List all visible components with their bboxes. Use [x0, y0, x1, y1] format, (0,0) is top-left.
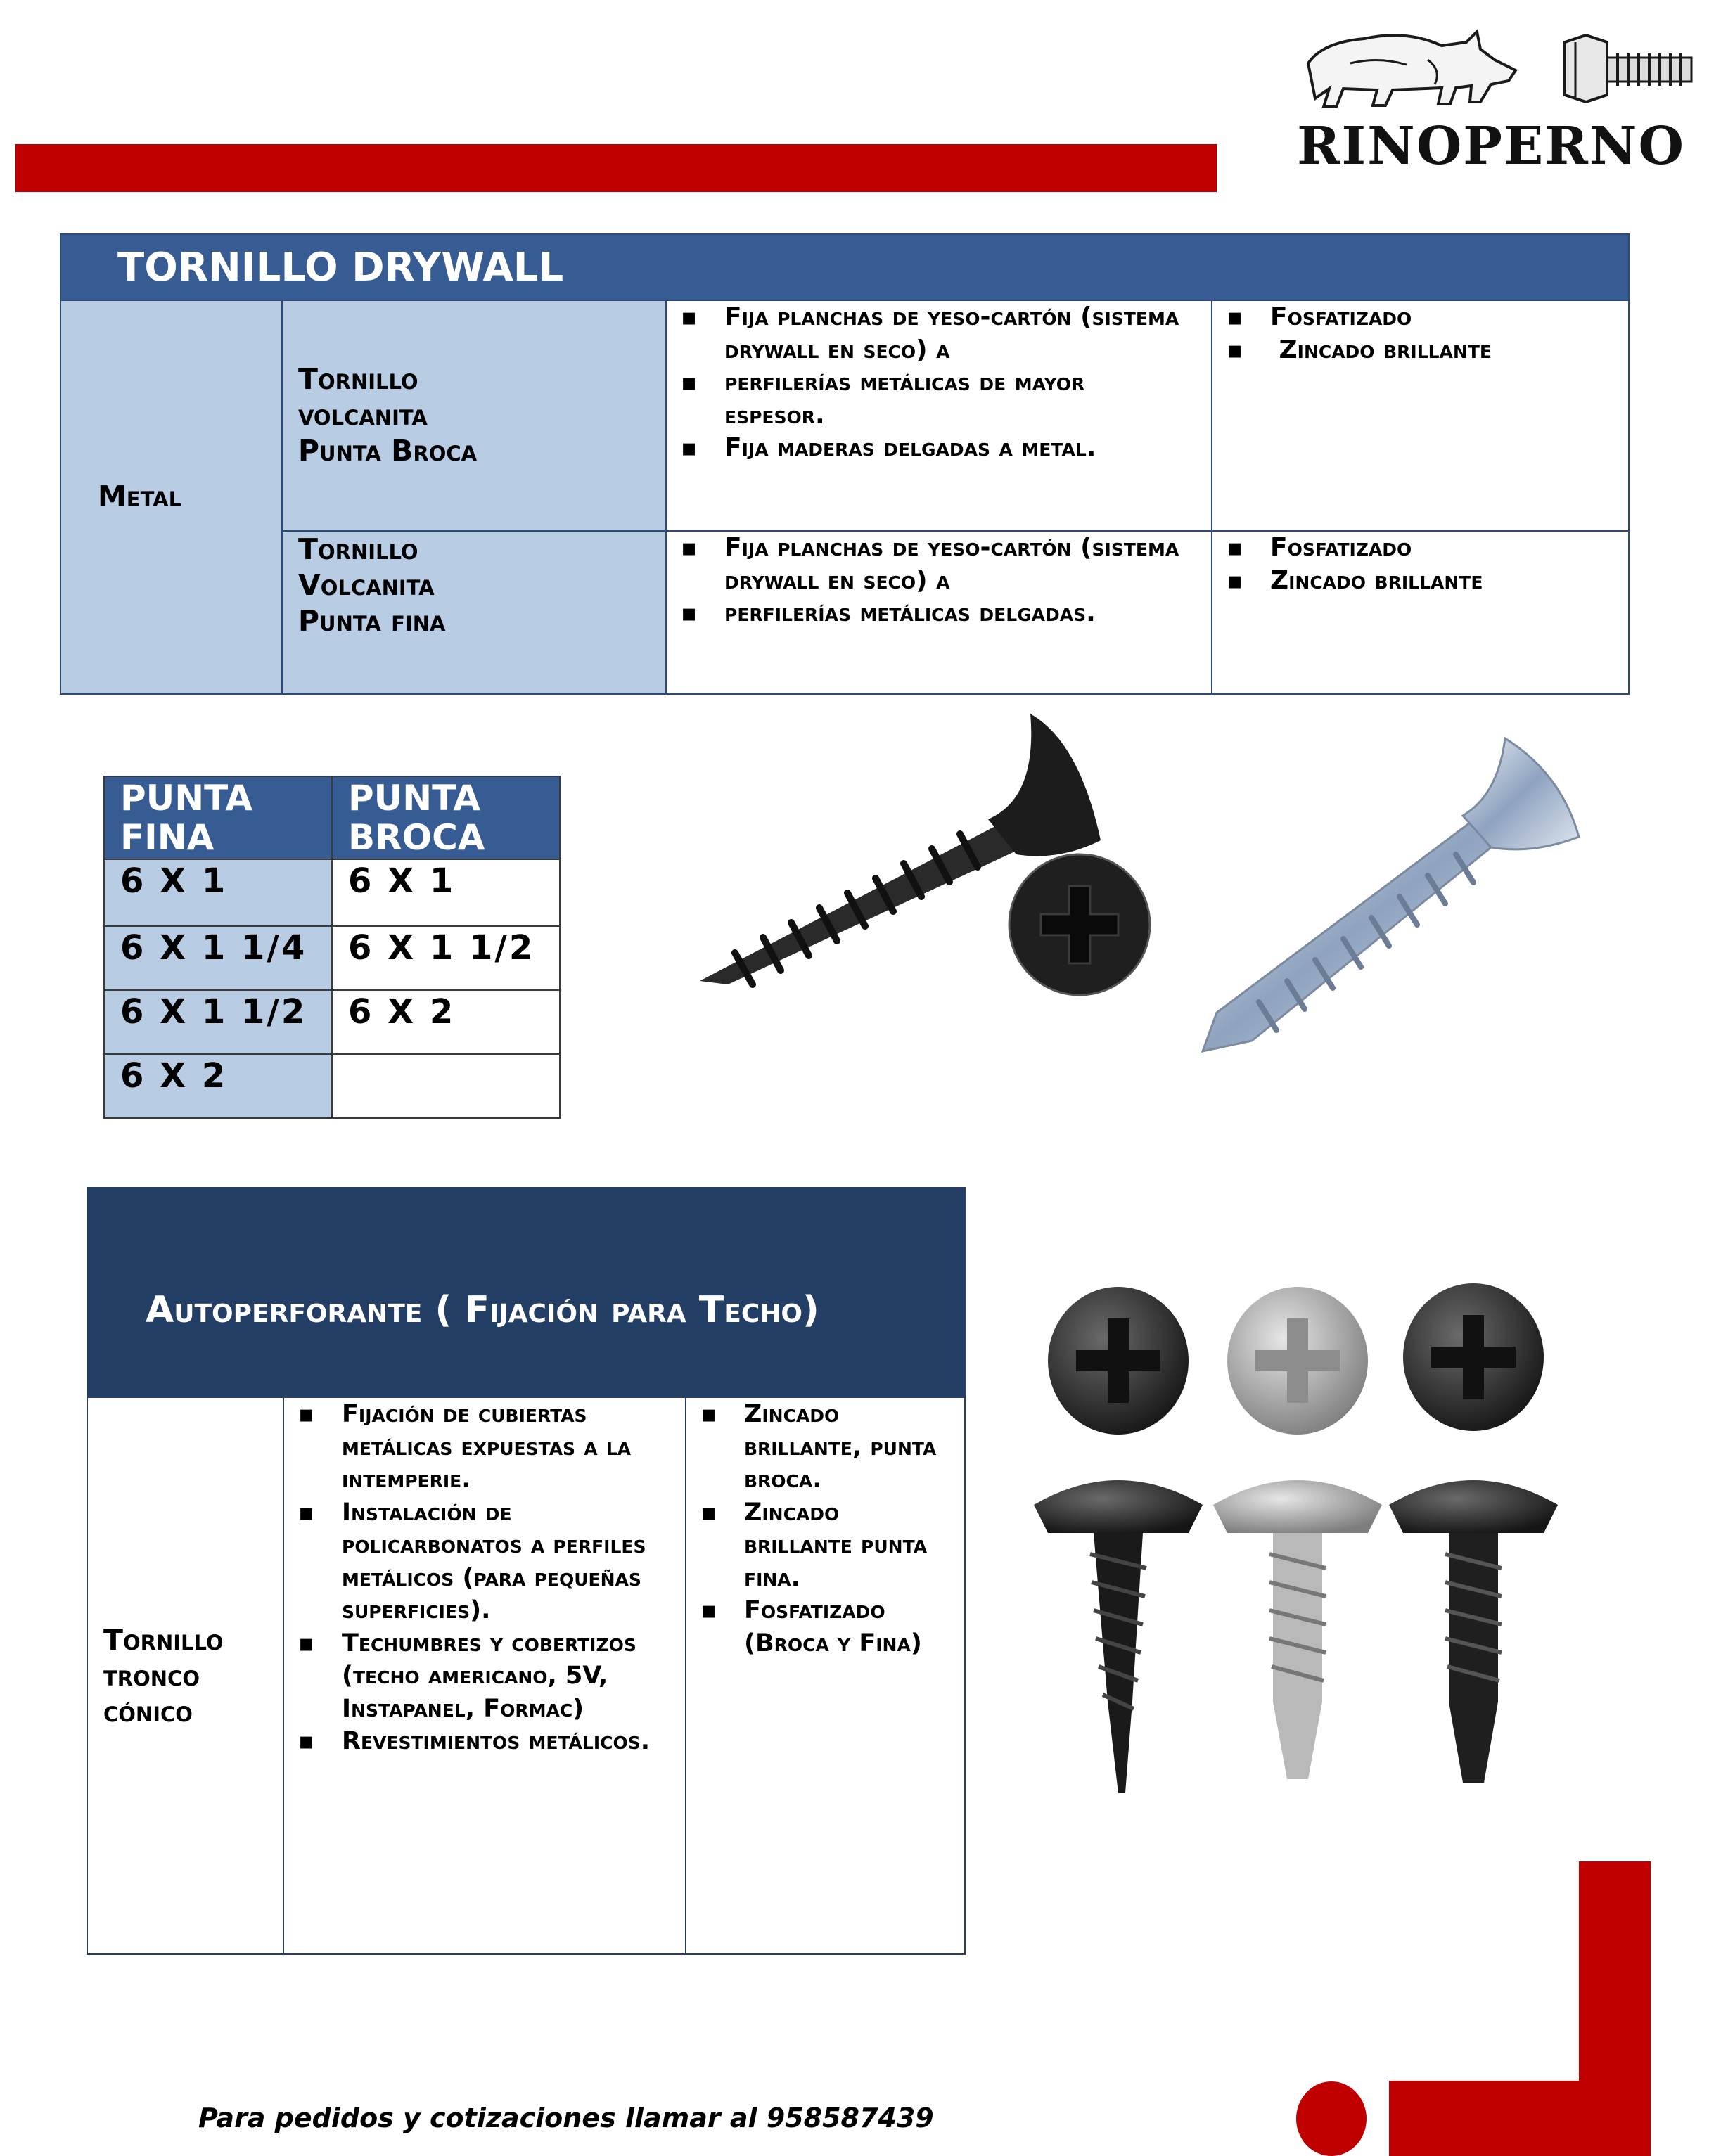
uses-cell: [666, 531, 1212, 694]
sizes-header: PUNTA FINA: [104, 776, 332, 859]
drywall-title: TORNILLO DRYWALL: [117, 244, 564, 290]
sizes-table: [103, 776, 561, 1119]
product-name-line: Tornillo: [298, 362, 418, 396]
brand-name: RINOPERNO: [1297, 116, 1685, 177]
black-wafer-screw-icon: [1034, 1480, 1203, 1793]
sizes-header: PUNTA BROCA: [332, 776, 560, 859]
autoperforante-title: Autoperforante ( Fijación para Techo): [146, 1289, 819, 1331]
table-cell: 6 X 1 1/2: [104, 990, 332, 1054]
header-red-bar: [15, 144, 1217, 192]
autoperforante-title-cell: [87, 1188, 965, 1397]
screw-head-icon: [1048, 1287, 1189, 1435]
product-name-line: Volcanita: [298, 568, 435, 602]
product-name-line: tronco: [103, 1658, 200, 1693]
product-name-line: Punta fina: [298, 604, 446, 638]
material-cell: [60, 300, 282, 694]
rhino-bolt-icon: [1266, 21, 1716, 120]
product-name-cell: [282, 300, 666, 531]
list-item: ▪ Fija planchas de yeso-cartón (sistema drywall en seco) a: [667, 532, 1190, 597]
product-name-line: volcanita: [298, 398, 428, 432]
list-item: ▪ Instalación de policarbonatos a perfiles metálicos (para pequeñas superficies).: [284, 1496, 671, 1627]
list-item: ▪ Fosfatizado (Broca y Fina): [686, 1594, 950, 1660]
footer-red-bracket: [1389, 1861, 1727, 2156]
list-item: ▪ Zincado brillante: [1212, 565, 1628, 598]
uses-cell: [283, 1397, 686, 1954]
zinc-drill-point-screw-image: [1189, 731, 1582, 1069]
table-cell: 6 X 1 1/4: [104, 926, 332, 990]
product-name-line: Tornillo: [103, 1622, 224, 1657]
finishes-cell: [1212, 300, 1629, 531]
uses-cell: [666, 300, 1212, 531]
drywall-title-cell: [60, 234, 1629, 300]
table-cell: 6 X 2: [332, 990, 560, 1054]
brand-logo: [1266, 21, 1716, 176]
footer-contact: Para pedidos y cotizaciones llamar al 958587439: [198, 2103, 934, 2133]
product-name-cell: [87, 1397, 283, 1954]
list-item: ▪ Zincado brillante: [1212, 334, 1628, 367]
material-label: Metal: [98, 480, 182, 513]
list-item: ▪ Fijación de cubiertas metálicas expuestas a la intemperie.: [284, 1398, 671, 1496]
table-cell: 6 X 2: [104, 1054, 332, 1118]
screw-head-icon: [1403, 1283, 1544, 1431]
list-item: ▪ Fosfatizado: [1212, 532, 1628, 565]
table-cell: 6 X 1: [332, 859, 560, 926]
black-screw-head-icon: [1009, 854, 1150, 995]
table-cell: 6 X 1 1/2: [332, 926, 560, 990]
list-item: ▪ Fija planchas de yeso-cartón (sistema drywall en seco) a: [667, 301, 1190, 366]
screw-head-icon: [1227, 1287, 1368, 1435]
list-item: ▪ Revestimientos metálicos.: [284, 1725, 671, 1758]
list-item: ▪ Fija maderas delgadas a metal.: [667, 432, 1190, 465]
wafer-head-screws-image: [1027, 1280, 1611, 1814]
black-drywall-screw-image: [686, 700, 1164, 1002]
autoperforante-table: [87, 1187, 966, 1955]
black-drill-wafer-screw-icon: [1389, 1480, 1558, 1783]
list-item: ▪ Fosfatizado: [1212, 301, 1628, 334]
table-cell: 6 X 1: [104, 859, 332, 926]
product-name-line: Tornillo: [298, 532, 418, 566]
product-name-cell: [282, 531, 666, 694]
footer-red-dot: [1296, 2081, 1367, 2156]
product-name-line: cónico: [103, 1694, 193, 1728]
list-item: ▪ Zincado brillante, punta broca.: [686, 1398, 950, 1496]
table-cell: [332, 1054, 560, 1118]
drywall-table: [60, 233, 1630, 695]
zinc-wafer-screw-icon: [1213, 1480, 1382, 1779]
list-item: ▪ Techumbres y cobertizos (techo americano, 5V, Instapanel, Formac): [284, 1627, 671, 1726]
finishes-cell: [1212, 531, 1629, 694]
product-name-line: Punta Broca: [298, 434, 478, 468]
list-item: ▪ perfilerías metálicas delgadas.: [667, 597, 1190, 630]
list-item: ▪ perfilerías metálicas de mayor espesor.: [667, 366, 1190, 432]
list-item: ▪ Zincado brillante punta fina.: [686, 1496, 950, 1595]
finishes-cell: [686, 1397, 965, 1954]
